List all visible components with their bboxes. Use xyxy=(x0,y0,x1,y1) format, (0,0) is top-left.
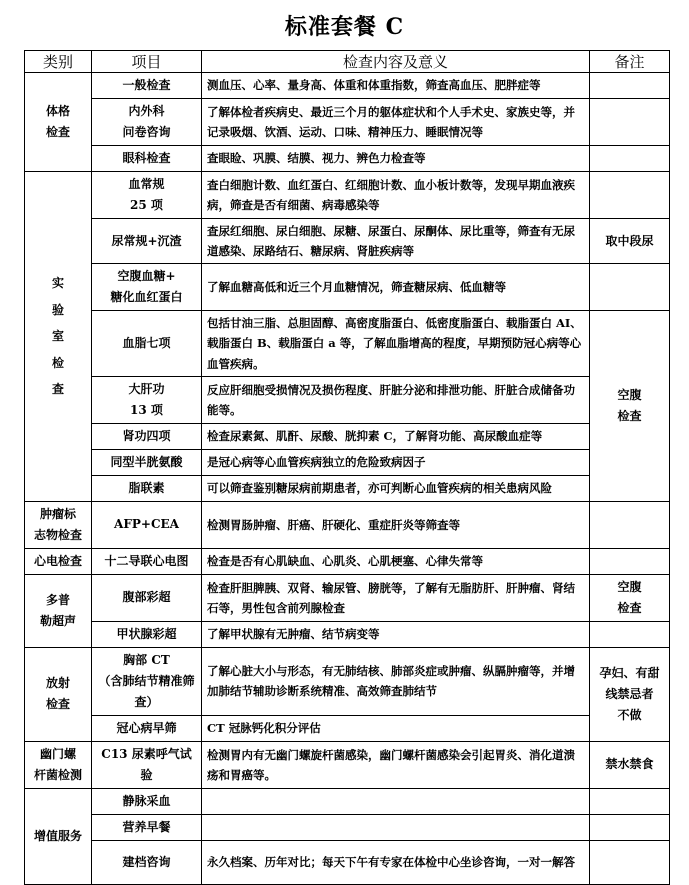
item-fructosamine: 脂联素 xyxy=(92,475,202,501)
note-empty xyxy=(590,788,670,814)
table-row xyxy=(25,501,670,548)
content-liver: 反应肝细胞受损情况及损伤程度、肝脏分泌和排泄功能、肝脏合成储备功能等。 xyxy=(202,376,590,423)
content-homocysteine: 是冠心病等心血管疾病独立的危险致病因子 xyxy=(202,449,590,475)
table-row xyxy=(25,311,670,376)
note-urine: 取中段尿 xyxy=(590,219,670,264)
table-row xyxy=(25,219,670,264)
category-ecg: 心电检查 xyxy=(25,548,92,574)
item-urine: 尿常规+沉渣 xyxy=(92,219,202,264)
content-afp: 检测胃肠肿瘤、肝癌、肝硬化、重症肝炎等筛查等 xyxy=(202,501,590,548)
note-empty xyxy=(590,548,670,574)
item-glucose: 空腹血糖+ 糖化血红蛋白 xyxy=(92,264,202,311)
note-empty xyxy=(590,621,670,647)
table-row xyxy=(25,449,670,475)
content-lipid: 包括甘油三脂、总胆固醇、高密度脂蛋白、低密度脂蛋白、载脂蛋白 AI、载脂蛋白 B、载脂蛋白 a 等，了解血脂增高的程度，早期预防冠心病等心血管疾病。 xyxy=(202,311,590,376)
category-physical: 体格 检查 xyxy=(25,73,92,172)
note-empty xyxy=(590,264,670,311)
item-abdominal: 腹部彩超 xyxy=(92,574,202,621)
content-glucose: 了解血糖高低和近三个月血糖情况，筛查糖尿病、低血糖等 xyxy=(202,264,590,311)
table-row xyxy=(25,741,670,788)
content-general: 测血压、心率、量身高、体重和体重指数，筛查高血压、肥胖症等 xyxy=(202,73,590,99)
note-c13: 禁水禁食 xyxy=(590,741,670,788)
table-row xyxy=(25,840,670,884)
table-row xyxy=(25,475,670,501)
content-kidney: 检查尿素氮、肌酐、尿酸、胱抑素 C，了解肾功能、高尿酸血症等 xyxy=(202,423,590,449)
header-content: 检查内容及意义 xyxy=(202,51,590,73)
table-row xyxy=(25,788,670,814)
content-ct-chest: 了解心脏大小与形态，有无肺结核、肺部炎症或肿瘤、纵膈肿瘤等，并增加肺结节辅助诊断系统精准、高效筛查肺结节 xyxy=(202,647,590,715)
category-ultrasound: 多普 勒超声 xyxy=(25,574,92,647)
table-row xyxy=(25,376,670,423)
item-kidney: 肾功四项 xyxy=(92,423,202,449)
content-fructosamine: 可以筛查鉴别糖尿病前期患者，亦可判断心血管疾病的相关患病风险 xyxy=(202,475,590,501)
content-internal: 了解体检者疾病史、最近三个月的躯体症状和个人手术史、家族史等，并记录吸烟、饮酒、运动、口味、精神压力、睡眠情况等 xyxy=(202,99,590,146)
header-item: 项目 xyxy=(92,51,202,73)
note-empty xyxy=(590,840,670,884)
note-empty xyxy=(590,501,670,548)
table-row xyxy=(25,574,670,621)
content-ct-coronary: CT 冠脉钙化积分评估 xyxy=(202,715,590,741)
content-blood: 查白细胞计数、血红蛋白、红细胞计数、血小板计数等，发现早期血液疾病，筛查是否有细菌、病毒感染等 xyxy=(202,172,590,219)
content-meal xyxy=(202,814,590,840)
note-radiology: 孕妇、有甜 线禁忌者 不做 xyxy=(590,647,670,741)
item-ecg12: 十二导联心电图 xyxy=(92,548,202,574)
table-row xyxy=(25,621,670,647)
item-lipid: 血脂七项 xyxy=(92,311,202,376)
table-row xyxy=(25,146,670,172)
item-blood-draw: 静脉采血 xyxy=(92,788,202,814)
table-row xyxy=(25,99,670,146)
item-archive: 建档咨询 xyxy=(92,840,202,884)
item-ct-chest: 胸部 CT （含肺结节精准筛 查） xyxy=(92,647,202,715)
item-internal: 内外科 问卷咨询 xyxy=(92,99,202,146)
content-thyroid: 了解甲状腺有无肿瘤、结节病变等 xyxy=(202,621,590,647)
table-header-row xyxy=(25,51,670,73)
note-empty xyxy=(590,99,670,146)
content-eye: 查眼睑、巩膜、结膜、视力、辨色力检查等 xyxy=(202,146,590,172)
table-row xyxy=(25,264,670,311)
content-blood-draw xyxy=(202,788,590,814)
category-radiology: 放射 检查 xyxy=(25,647,92,741)
table-row xyxy=(25,814,670,840)
note-empty xyxy=(590,146,670,172)
page-title: 标准套餐 C xyxy=(284,14,405,40)
table-row xyxy=(25,548,670,574)
item-thyroid: 甲状腺彩超 xyxy=(92,621,202,647)
package-table xyxy=(24,50,670,885)
item-blood: 血常规 25 项 xyxy=(92,172,202,219)
table-row xyxy=(25,715,670,741)
item-ct-coronary: 冠心病早筛 xyxy=(92,715,202,741)
header-category: 类别 xyxy=(25,51,92,73)
table-row xyxy=(25,73,670,99)
content-c13: 检测胃内有无幽门螺旋杆菌感染，幽门螺杆菌感染会引起胃炎、消化道溃疡和胃癌等。 xyxy=(202,741,590,788)
table-row xyxy=(25,423,670,449)
note-fasting: 空腹 检查 xyxy=(590,311,670,501)
item-liver: 大肝功 13 项 xyxy=(92,376,202,423)
content-urine: 查尿红细胞、尿白细胞、尿糖、尿蛋白、尿酮体、尿比重等，筛查有无尿道感染、尿路结石、糖尿病、肾脏疾病等 xyxy=(202,219,590,264)
table-row xyxy=(25,647,670,715)
item-meal: 营养早餐 xyxy=(92,814,202,840)
note-empty xyxy=(590,73,670,99)
item-general: 一般检查 xyxy=(92,73,202,99)
note-abdominal: 空腹 检查 xyxy=(590,574,670,621)
note-empty xyxy=(590,814,670,840)
category-lab: 实 验 室 检 查 xyxy=(25,172,92,502)
category-value-added: 增值服务 xyxy=(25,788,92,884)
item-homocysteine: 同型半胱氨酸 xyxy=(92,449,202,475)
item-c13: C13 尿素呼气试验 xyxy=(92,741,202,788)
content-abdominal: 检查肝胆脾胰、双肾、输尿管、膀胱等，了解有无脂肪肝、肝肿瘤、肾结石等，男性包含前列腺检查 xyxy=(202,574,590,621)
item-eye: 眼科检查 xyxy=(92,146,202,172)
category-hp: 幽门螺 杆菌检测 xyxy=(25,741,92,788)
content-ecg12: 检查是否有心肌缺血、心肌炎、心肌梗塞、心律失常等 xyxy=(202,548,590,574)
header-note: 备注 xyxy=(590,51,670,73)
item-afp: AFP+CEA xyxy=(92,501,202,548)
note-empty xyxy=(590,172,670,219)
content-archive: 永久档案、历年对比；每天下午有专家在体检中心坐诊咨询，一对一解答 xyxy=(202,840,590,884)
table-row xyxy=(25,172,670,219)
category-tumor: 肿瘤标 志物检查 xyxy=(25,501,92,548)
